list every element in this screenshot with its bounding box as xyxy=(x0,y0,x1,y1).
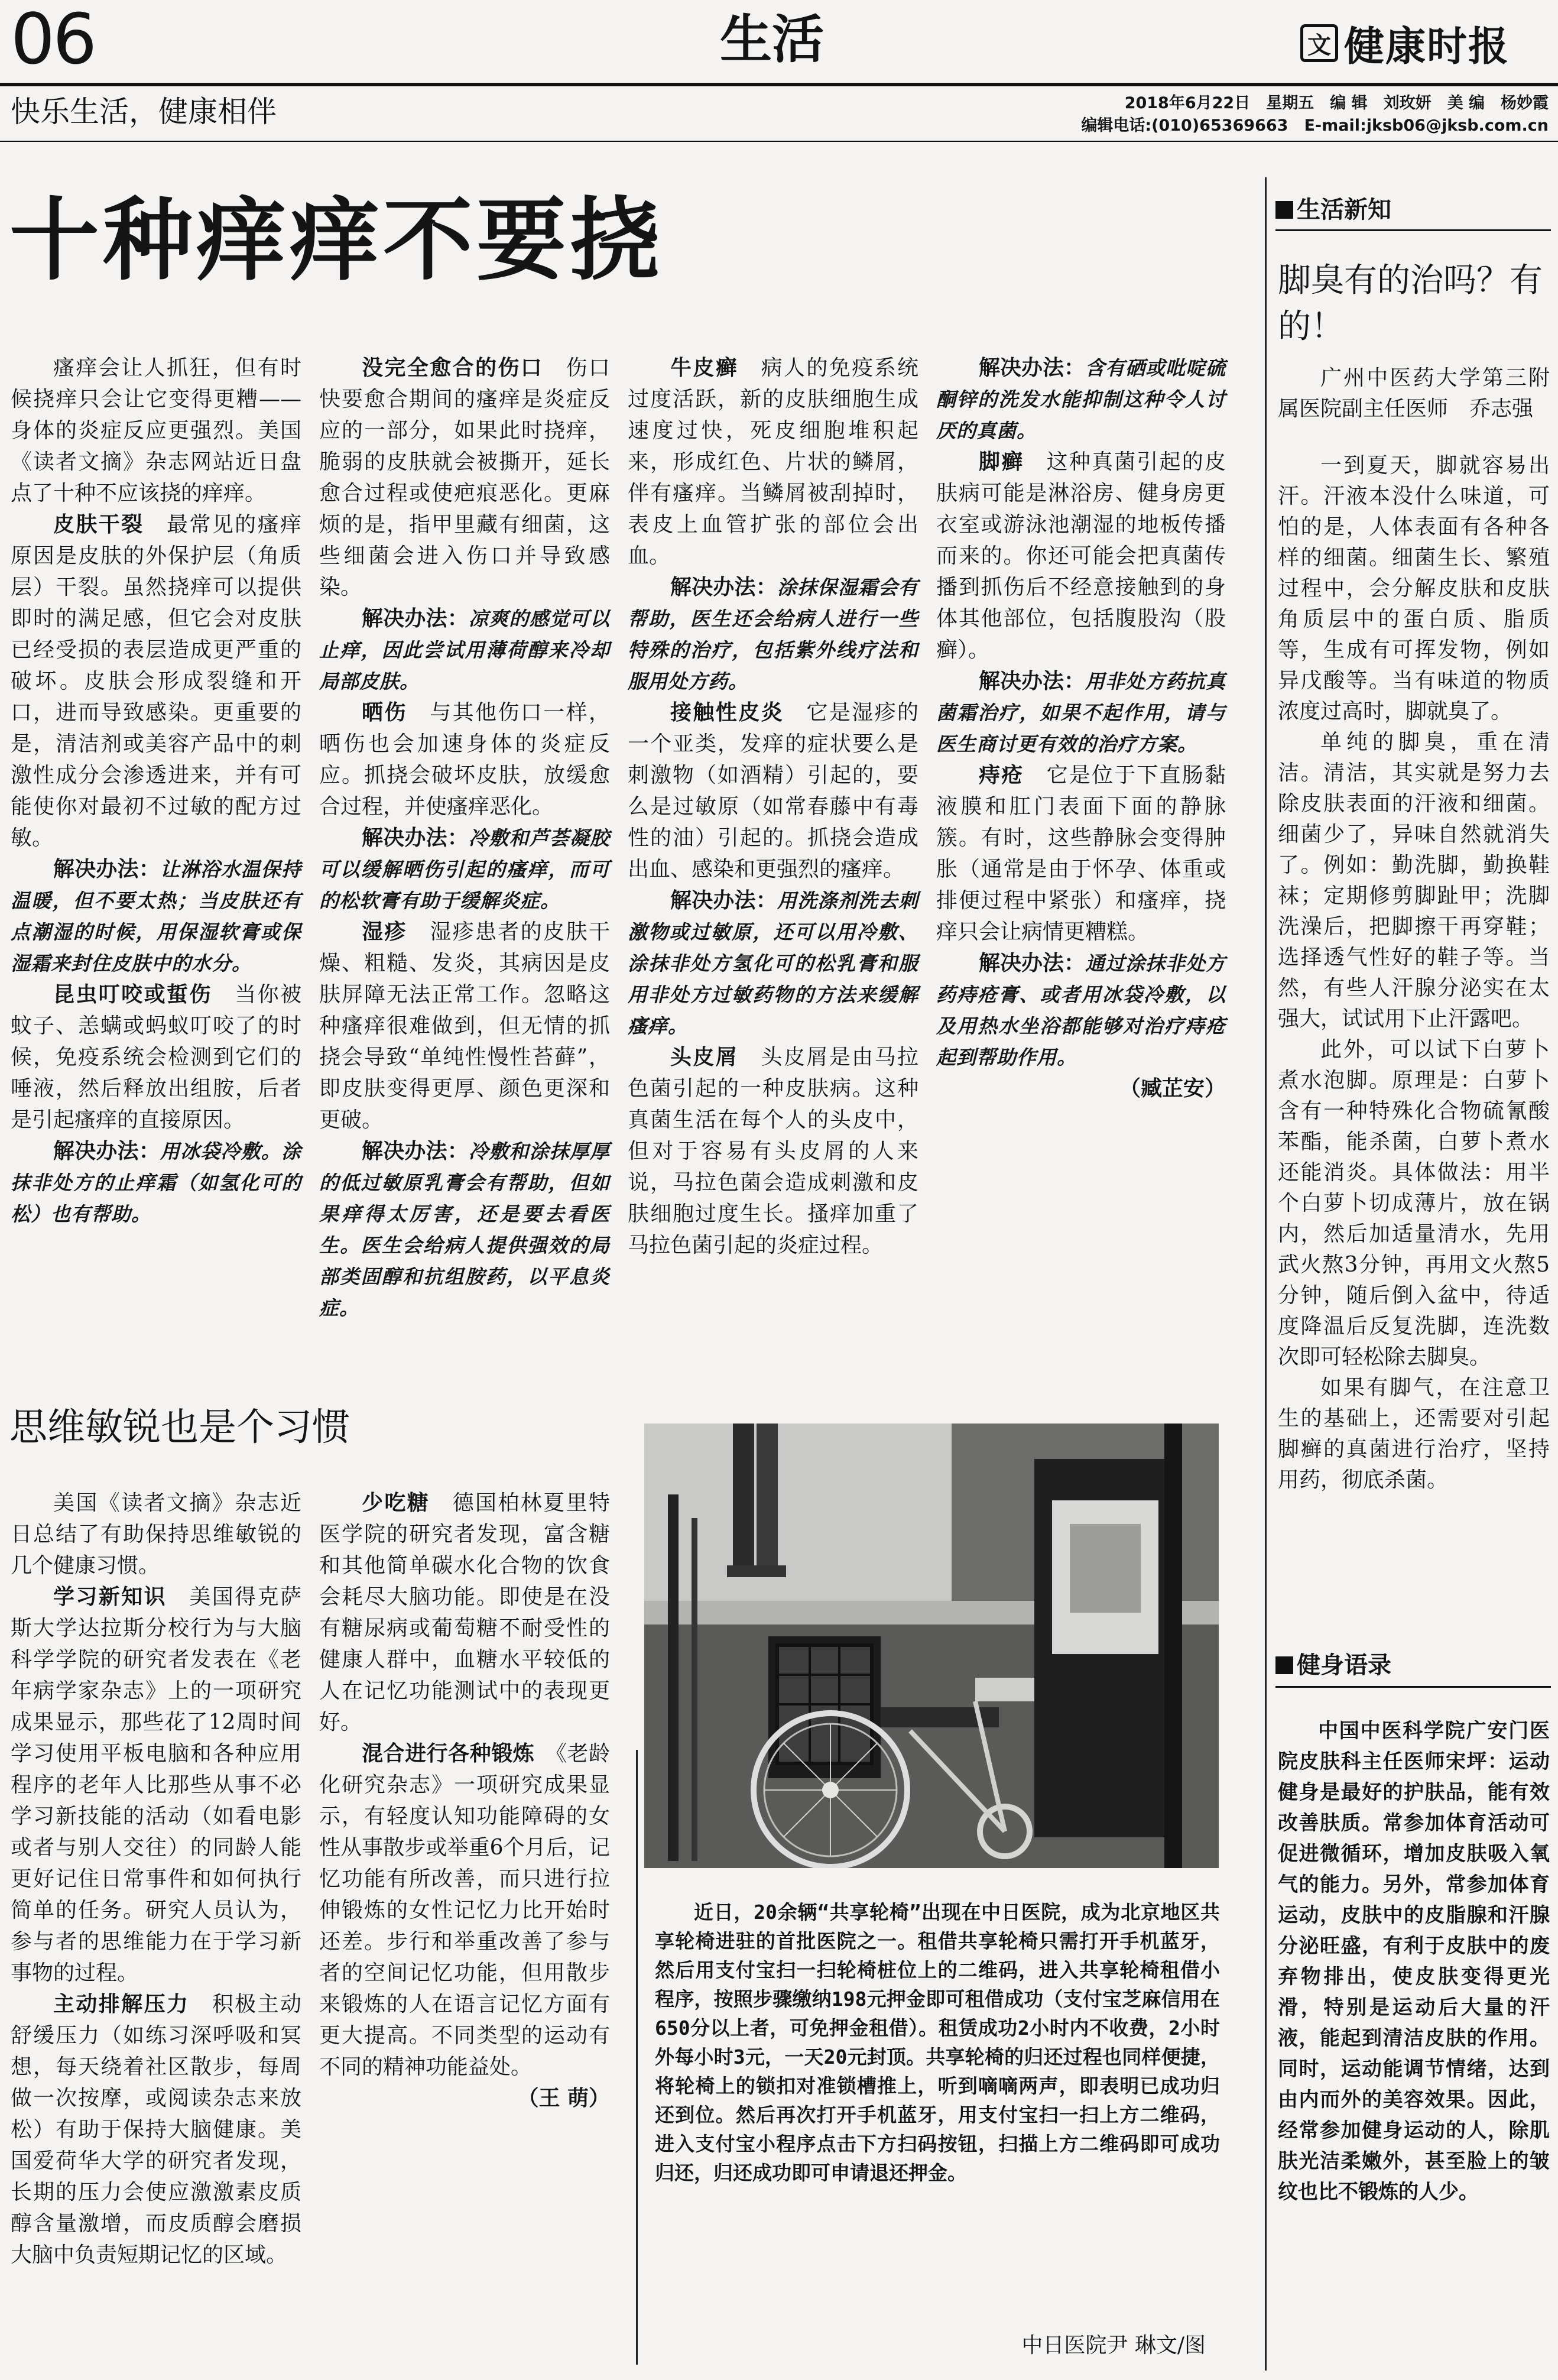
solution-paragraph xyxy=(319,822,610,916)
sidebar-column-label xyxy=(1275,195,1391,225)
solution-paragraph xyxy=(936,948,1226,1073)
solution-paragraph xyxy=(936,352,1226,446)
newspaper-logo xyxy=(1300,17,1549,70)
section-lead: 昆虫叮咬或蜇伤 xyxy=(53,983,212,1007)
solution-label: 解决办法： xyxy=(53,857,160,881)
quote-paragraph xyxy=(1278,1716,1550,2207)
section-lead: 学习新知识 xyxy=(53,1585,167,1609)
article1-section xyxy=(11,509,301,854)
solution-label: 解决办法： xyxy=(362,607,469,631)
article2-column-1 xyxy=(11,1487,301,2374)
solution-text: 冷敷和涂抹厚厚的低过敏原乳膏会有帮助，但如果痒得太厉害，还是要去看医生。医生会给病人提供强效的局部类固醇和抗组胺药，以平息炎症。 xyxy=(319,1140,610,1319)
section-lead: 湿疹 xyxy=(362,920,407,944)
caption-divider xyxy=(636,1750,638,2365)
contact-line: 编辑电话:(010)65369663 E-mail:jksb06@jksb.com.cn xyxy=(1081,116,1549,135)
solution-paragraph xyxy=(628,572,918,697)
section-text: 湿疹患者的皮肤干燥、粗糙、发炎，其病因是皮肤屏障无法正常工作。忽略这种瘙痒很难做到，但无情的抓挠会导致“单纯性慢性苔藓”，即皮肤变得更厚、颜色更深和更破。 xyxy=(319,920,610,1132)
square-bullet-icon xyxy=(1275,201,1293,219)
sidebar-column-label-2 xyxy=(1275,1651,1391,1680)
photo-caption xyxy=(655,1898,1220,2187)
section-lead: 皮肤干裂 xyxy=(53,513,144,537)
article2-intro: 美国《读者文摘》杂志近日总结了有助保持思维敏锐的几个健康习惯。 xyxy=(11,1491,301,1578)
solution-label: 解决办法： xyxy=(53,1139,160,1163)
article1-byline: （臧芷安） xyxy=(1119,1076,1226,1101)
column-label-text: 健身语录 xyxy=(1297,1652,1391,1679)
section-text: 它是湿疹的一个亚类，发痒的症状要么是刺激物（如酒精）引起的，要么是过敏原（如常春藤中有毒性的油）引起的。抓挠会造成出血、感染和更强烈的瘙痒。 xyxy=(628,701,918,881)
sidebar-paragraph: 如果有脚气，在注意卫生的基础上，还需要对引起脚癣的真菌进行治疗，坚持用药，彻底杀菌。 xyxy=(1278,1376,1550,1492)
section-lead: 主动排解压力 xyxy=(53,1992,190,2016)
section-lead: 头皮屑 xyxy=(670,1045,739,1069)
section-text: 积极主动舒缓压力（如练习深呼吸和冥想，每天绕着社区散步，每周做一次按摩，或阅读杂志来放松）有助于保持大脑健康。美国爱荷华大学的研究者发现，长期的压力会使应激激素皮质醇含量激增，而皮质醇会磨损大脑中负责短期记忆的区域。 xyxy=(11,1992,301,2267)
solution-text: 涂抹保湿霜会有帮助，医生还会给病人进行一些特殊的治疗，包括紫外线疗法和服用处方药。 xyxy=(628,576,918,693)
section-text: 伤口快要愈合期间的瘙痒是炎症反应的一部分，如果此时挠痒，脆弱的皮肤就会被撕开，延长愈合过程或使疤痕恶化。更麻烦的是，指甲里藏有细菌，这些细菌会进入伤口并导致感染。 xyxy=(319,356,610,599)
sidebar-rule xyxy=(1275,1686,1551,1688)
column-label-text: 生活新知 xyxy=(1297,196,1391,223)
solution-paragraph xyxy=(628,885,918,1042)
solution-paragraph xyxy=(936,666,1226,760)
article1-column-2 xyxy=(319,352,610,1381)
solution-text: 用冰袋冷敷。涂抹非处方的止痒霜（如氢化可的松）也有帮助。 xyxy=(11,1140,301,1225)
section-text: 与其他伤口一样，晒伤也会加速身体的炎症反应。抓挠会破坏皮肤，放缓愈合过程，并使瘙痒恶化。 xyxy=(319,701,610,819)
article2-section xyxy=(319,1487,610,1738)
article2-section xyxy=(11,1581,301,1989)
article1-section xyxy=(319,352,610,603)
solution-label: 解决办法： xyxy=(362,826,469,850)
solution-label: 解决办法： xyxy=(979,951,1086,975)
solution-text: 用非处方药抗真菌霜治疗，如果不起作用，请与医生商讨更有效的治疗方案。 xyxy=(936,670,1226,755)
solution-text: 含有硒或吡啶硫酮锌的洗发水能抑制这种令人讨厌的真菌。 xyxy=(936,356,1226,442)
article1-section xyxy=(936,760,1226,948)
article1-section xyxy=(628,1042,918,1261)
section-lead: 牛皮癣 xyxy=(670,356,739,380)
solution-paragraph xyxy=(319,603,610,697)
page-slogan: 快乐生活，健康相伴 xyxy=(11,95,277,129)
section-text: 当你被蚊子、恙螨或蚂蚁叮咬了的时候，免疫系统会检测到它们的唾液，然后释放出组胺，后者是引起瘙痒的直接原因。 xyxy=(11,983,301,1132)
sidebar-author: 广州中医药大学第三附属医院副主任医师 乔志强 xyxy=(1278,366,1550,421)
sidebar-rule xyxy=(1275,229,1551,231)
article1-column-1 xyxy=(11,352,301,1381)
main-headline: 十种痒痒不要挠 xyxy=(9,187,663,293)
article2-column-2 xyxy=(319,1487,610,2374)
section-lead: 接触性皮炎 xyxy=(670,701,784,725)
sidebar-paragraph: 一到夏天，脚就容易出汗。汗液本没什么味道，可怕的是，人体表面有各种各样的细菌。细菌生长、繁殖过程中，会分解皮肤和皮肤角质层中的蛋白质、脂质等，生成有可挥发物，例如异戊酸等。当有味道的物质浓度过高时，脚就臭了。 xyxy=(1278,453,1550,724)
section-text: 病人的免疫系统过度活跃，新的皮肤细胞生成速度过快，死皮细胞堆积起来，形成红色、片状的鳞屑，伴有瘙痒。当鳞屑被刮掉时，表皮上血管扩张的部位会出血。 xyxy=(628,356,918,568)
article1-section xyxy=(319,697,610,822)
issue-meta xyxy=(1040,92,1549,137)
solution-label: 解决办法： xyxy=(979,356,1086,380)
solution-text: 凉爽的感觉可以止痒，因此尝试用薄荷醇来冷却局部皮肤。 xyxy=(319,607,610,693)
section-lead: 痔疮 xyxy=(979,763,1024,787)
article1-section xyxy=(628,352,918,572)
article2-section xyxy=(11,1989,301,2271)
article1-section xyxy=(319,916,610,1136)
sidebar-divider xyxy=(1265,177,1267,2371)
sidebar-article xyxy=(1278,363,1550,1496)
section-lead: 没完全愈合的伤口 xyxy=(362,356,544,380)
page-number: 06 xyxy=(11,0,95,80)
quote-text: 运动健身是最好的护肤品，能有效改善肤质。常参加体育活动可促进微循环，增加皮肤吸入氧气的能力。另外，常参加体育运动，皮肤中的皮脂腺和汗腺分泌旺盛，有利于皮肤中的废弃物排出，使皮肤变得更光滑，特别是运动后大量的汗液，能起到清洁皮肤的作用。同时，运动能调节情绪，达到由内而外的美容效果。因此，经常参加健身运动的人，除肌肤光洁柔嫩外，甚至脸上的皱纹也比不锻炼的人少。 xyxy=(1278,1750,1550,2204)
wheelchair-photo xyxy=(644,1424,1219,1868)
article2-section xyxy=(319,1738,610,2083)
article1-intro: 瘙痒会让人抓狂，但有时候挠痒只会让它变得更糟——身体的炎症反应更强烈。美国《读者文摘》杂志网站近日盘点了十种不应该挠的痒痒。 xyxy=(11,356,301,505)
solution-text: 用洗涤剂洗去刺激物或过敏原，还可以用冷敷、涂抹非处方氢化可的松乳膏和服用非处方过敏药物的方法来缓解瘙痒。 xyxy=(628,889,918,1037)
solution-label: 解决办法： xyxy=(670,575,777,599)
sub-rule xyxy=(0,141,1558,142)
section-text: 《老龄化研究杂志》一项研究成果显示，有轻度认知功能障碍的女性从事散步或举重6个月后，记忆功能有所改善，而只进行拉伸锻炼的女性记忆力比开始时还差。步行和举重改善了参与者的空间记忆功能，但用散步来锻炼的人在语言记忆方面有更大提高。不同类型的运动有不同的精神功能益处。 xyxy=(319,1742,610,2079)
solution-paragraph xyxy=(11,1136,301,1230)
solution-label: 解决办法： xyxy=(979,669,1086,693)
section-text: 这种真菌引起的皮肤病可能是淋浴房、健身房更衣室或游泳池潮湿的地板传播而来的。你还可能会把真菌传播到抓伤后不经意接触到的身体其他部位，包括腹股沟（股癣）。 xyxy=(936,450,1226,662)
article2-headline: 思维敏锐也是个习惯 xyxy=(9,1406,350,1450)
article1-column-4 xyxy=(936,352,1226,1381)
sidebar-paragraph: 单纯的脚臭，重在清洁。清洁，其实就是努力去除皮肤表面的汗液和细菌。细菌少了，异味自然就消失了。例如：勤洗脚，勤换鞋袜；定期修剪脚趾甲；洗脚洗澡后，把脚擦干再穿鞋；选择透气性好的鞋子等。当然，有些人汗腺分泌实在太强大，试试用下止汗露吧。 xyxy=(1278,730,1550,1031)
section-text: 头皮屑是由马拉色菌引起的一种皮肤病。这种真菌生活在每个人的头皮中，但对于容易有头皮屑的人来说，马拉色菌会造成刺激和皮肤细胞过度生长。搔痒加重了马拉色菌引起的炎症过程。 xyxy=(628,1045,918,1257)
solution-text: 通过涂抹非处方药痔疮膏、或者用冰袋冷敷，以及用热水坐浴都能够对治疗痔疮起到帮助作用。 xyxy=(936,952,1226,1069)
quote-author: 中国中医科学院广安门医院皮肤科主任医师宋坪： xyxy=(1278,1719,1550,1773)
article1-column-3 xyxy=(628,352,918,1381)
section-text: 它是位于下直肠黏液膜和肛门表面下面的静脉簇。有时，这些静脉会变得肿胀（通常是由于怀孕、体重或排便过程中紧张）和瘙痒，挠痒只会让病情更糟糕。 xyxy=(936,763,1226,944)
sidebar-paragraph: 此外，可以试下白萝卜煮水泡脚。原理是：白萝卜含有一种特殊化合物硫氰酸苯酯，能杀菌，白萝卜煮水还能消炎。具体做法：用半个白萝卜切成薄片，放在锅内，然后加适量清水，先用武火熬3分钟，再用文火熬5分钟，随后倒入盆中，待适度降温后反复洗脚，连洗数次即可轻松除去脚臭。 xyxy=(1278,1037,1550,1369)
section-title: 生活 xyxy=(720,8,825,70)
photo-caption-text: 近日，20余辆“共享轮椅”出现在中日医院，成为北京地区共享轮椅进驻的首批医院之一。租借共享轮椅只需打开手机蓝牙，然后用支付宝扫一扫轮椅桩位上的二维码，进入共享轮椅租借小程序，按照步骤缴纳198元押金即可租借成功（支付宝芝麻信用在650分以上者，可免押金租借）。租赁成功2小时内不收费，2小时外每小时3元，一天20元封顶。共享轮椅的归还过程也同样便捷，将轮椅上的锁扣对准锁槽推上，听到嘀嘀两声，即表明已成功归还到位。然后再次打开手机蓝牙，用支付宝扫一扫上方二维码，进入支付宝小程序点击下方扫码按钮，扫描上方二维码即可成功归还，归还成功即可申请退还押金。 xyxy=(655,1901,1220,2184)
solution-text: 冷敷和芦荟凝胶可以缓解晒伤引起的瘙痒，而可的松软膏有助于缓解炎症。 xyxy=(319,826,610,912)
solution-text: 让淋浴水温保持温暖，但不要太热；当皮肤还有点潮湿的时候，用保湿软膏或保湿霜来封住皮肤中的水分。 xyxy=(11,858,301,975)
photo-credit: 中日医院尹 琳文/图 xyxy=(1021,2333,1206,2358)
article1-section xyxy=(11,979,301,1136)
section-lead: 晒伤 xyxy=(362,701,407,725)
solution-paragraph xyxy=(319,1136,610,1324)
section-text: 德国柏林夏里特医学院的研究者发现，富含糖和其他简单碳水化合物的饮食会耗尽大脑功能。即使是在没有糖尿病或葡萄糖不耐受性的健康人群中，血糖水平较低的人在记忆功能测试中的表现更好。 xyxy=(319,1491,610,1734)
date-line: 2018年6月22日 星期五 编 辑 刘玫妍 美 编 杨妙霞 xyxy=(1124,94,1549,112)
article1-section xyxy=(628,697,918,885)
section-lead: 脚癣 xyxy=(979,450,1024,474)
solution-label: 解决办法： xyxy=(670,889,777,913)
square-bullet-icon xyxy=(1275,1656,1293,1674)
logo-name: 健康时报 xyxy=(1344,22,1510,70)
section-lead: 混合进行各种锻炼 xyxy=(362,1742,535,1766)
logo-seal-icon: 文 xyxy=(1300,24,1338,62)
fitness-quote xyxy=(1278,1716,1550,2207)
solution-paragraph xyxy=(11,854,301,979)
section-text: 美国得克萨斯大学达拉斯分校行为与大脑科学学院的研究者发表在《老年病学家杂志》上的一项研究成果显示，那些花了12周时间学习使用平板电脑和各种应用程序的老年人比那些从事不必学习新技能的活动（如看电影或者与别人交往）的同龄人能更好记住日常事件和如何执行简单的任务。研究人员认为，参与者的思维能力在于学习新事物的过程。 xyxy=(11,1585,301,1985)
article2-byline: （王 萌） xyxy=(517,2086,610,2110)
section-text: 最常见的瘙痒原因是皮肤的外保护层（角质层）干裂。虽然挠痒可以提供即时的满足感，但它会对皮肤已经受损的表层造成更严重的破坏。皮肤会形成裂缝和开口，进而导致感染。更重要的是，清洁剂或美容产品中的刺激性成分会渗透进来，并有可能使你对最初不过敏的配方过敏。 xyxy=(11,513,301,850)
article1-section xyxy=(936,446,1226,666)
section-lead: 少吃糖 xyxy=(362,1491,430,1515)
sidebar-title: 脚臭有的治吗？有的！ xyxy=(1278,261,1543,346)
solution-label: 解决办法： xyxy=(362,1139,469,1163)
masthead-rule xyxy=(0,83,1558,86)
